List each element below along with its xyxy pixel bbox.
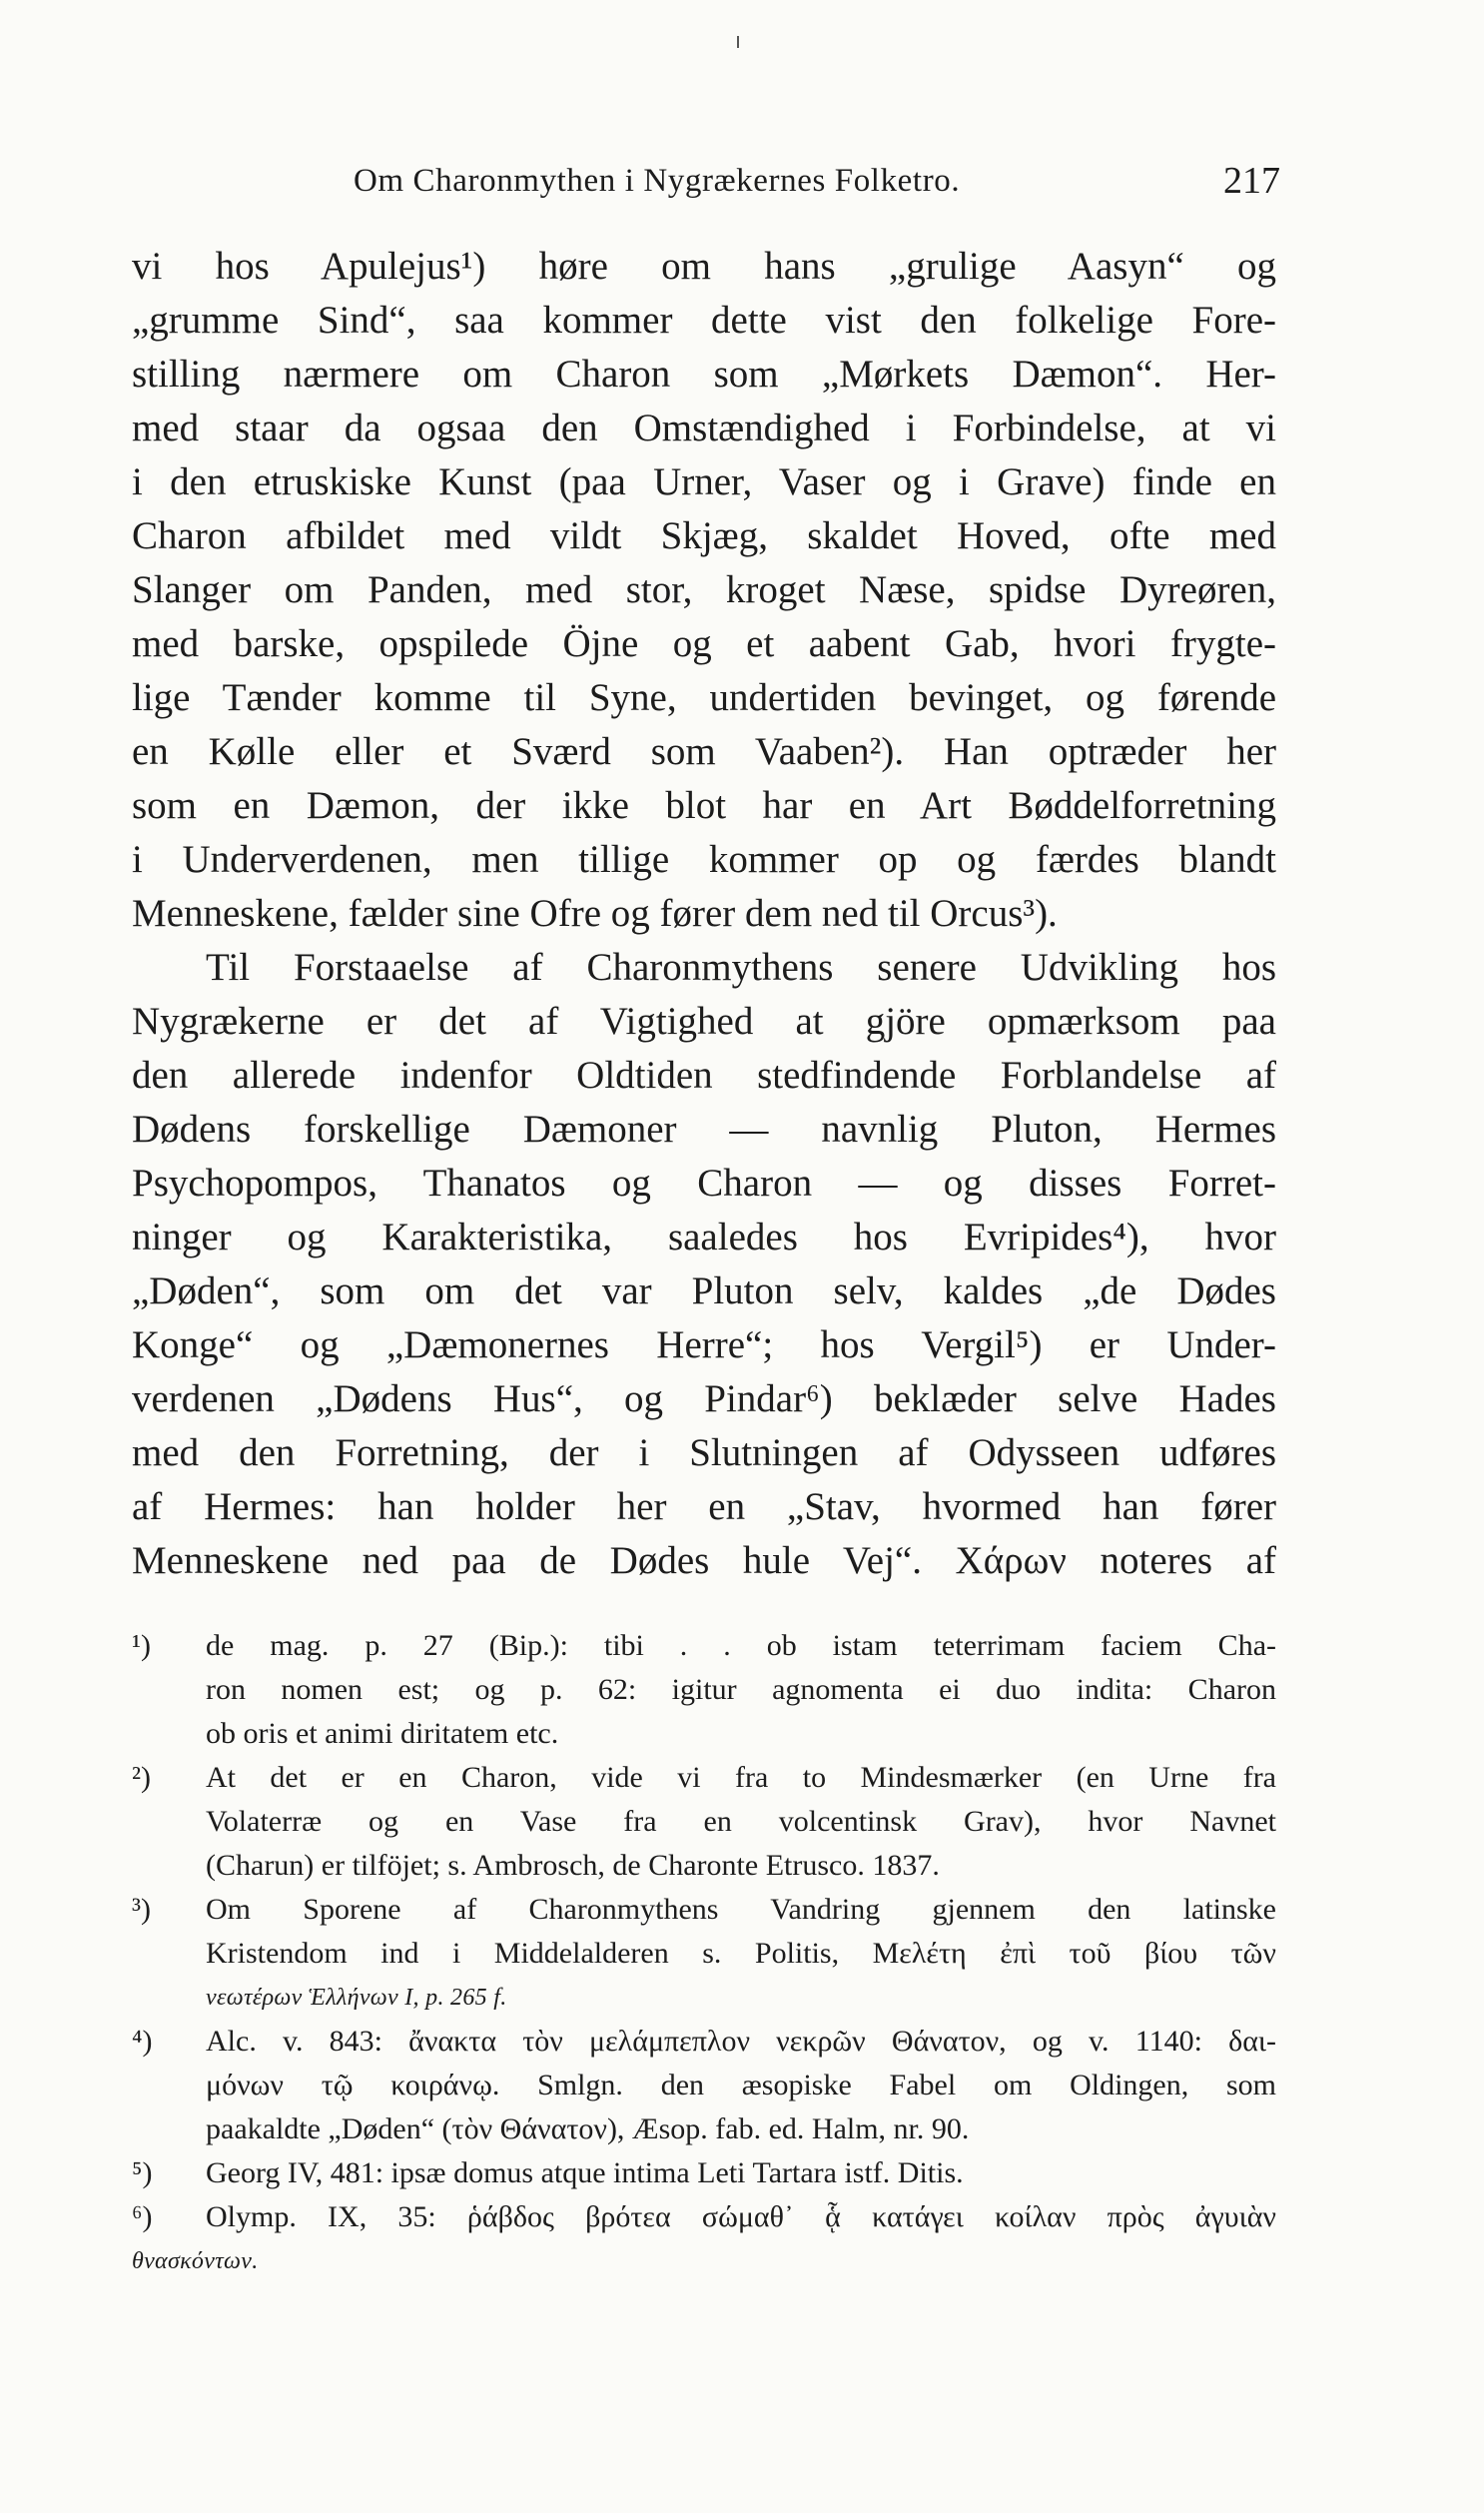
text-line: Psychopompos, Thanatos og Charon — og disses Forret- <box>132 1162 1276 1205</box>
footnote-line <box>132 2195 1276 2239</box>
footnote-line <box>132 1888 1276 1932</box>
footnote-text: Alc. v. 843: ἄνακτα τὸν μελάμπεπλον νεκρῶν Θάνατον, og v. 1140: δαι- <box>206 2025 1276 2058</box>
text-line: Menneskene, fælder sine Ofre og fører dem ned til Orcus³). <box>132 892 1058 935</box>
text-line: ninger og Karakteristika, saaledes hos Evripides⁴), hvor <box>132 1216 1276 1258</box>
footnote-number: ¹) <box>132 1629 151 1662</box>
footnote-line <box>132 2151 1276 2195</box>
text-line: „Døden“, som om det var Pluton selv, kaldes „de Dødes <box>132 1269 1276 1312</box>
running-title: Om Charonmythen i Nygrækernes Folketro. <box>354 163 961 199</box>
footnote-line: θνασκόντων. <box>132 2248 259 2274</box>
footnote-text: At det er en Charon, vide vi fra to Mindesmærker (en Urne fra <box>206 1761 1276 1794</box>
page-mark <box>737 36 739 48</box>
footnote-line <box>132 1624 1276 1668</box>
footnote-number: ⁴) <box>132 2025 153 2058</box>
footnote-line <box>132 2020 1276 2064</box>
footnote-text: Georg IV, 481: ipsæ domus atque intima Leti Tartara istf. Ditis. <box>206 2156 964 2189</box>
text-line: en Kølle eller et Sværd som Vaaben²). Han optræder her <box>132 730 1276 773</box>
footnote-line: ob oris et animi diritatem etc. <box>206 1717 559 1750</box>
page-number: 217 <box>1223 160 1280 202</box>
text-line: vi hos Apulejus¹) høre om hans „grulige Aasyn“ og <box>132 245 1276 288</box>
footnote-line <box>132 1756 1276 1800</box>
text-line: Til Forstaaelse af Charonmythens senere Udvikling hos <box>206 946 1276 989</box>
text-line: i den etruskiske Kunst (paa Urner, Vaser og i Grave) finde en <box>132 460 1276 503</box>
main-text <box>132 240 1276 1588</box>
footnote-number: ²) <box>132 1761 151 1794</box>
text-line: i Underverdenen, men tillige kommer op og færdes blandt <box>132 838 1276 881</box>
text-line: som en Dæmon, der ikke blot har en Art Bøddelforretning <box>132 784 1276 827</box>
page-header <box>132 156 1280 206</box>
text-line: Charon afbildet med vildt Skjæg, skaldet Hoved, ofte med <box>132 514 1276 557</box>
footnote-line: μόνων τῷ κοιράνῳ. Smlgn. den æsopiske Fabel om Oldingen, som <box>206 2069 1276 2101</box>
footnotes <box>132 1624 1276 2283</box>
text-line: Slanger om Panden, med stor, kroget Næse, spidse Dyreøren, <box>132 568 1276 611</box>
text-line: med staar da ogsaa den Omstændighed i Forbindelse, at vi <box>132 407 1276 449</box>
text-line: Dødens forskellige Dæmoner — navnlig Pluton, Hermes <box>132 1108 1276 1151</box>
footnote-line: paakaldte „Døden“ (τὸν Θάνατον), Æsop. fab. ed. Halm, nr. 90. <box>206 2112 970 2145</box>
footnote-line: Kristendom ind i Middelalderen s. Politis, Μελέτη ἐπὶ τοῦ βίου τῶν <box>206 1937 1276 1970</box>
footnote-line: νεωτέρων Ἑλλήνων I, p. 265 f. <box>206 1985 507 2011</box>
text-line: stilling nærmere om Charon som „Mørkets Dæmon“. Her- <box>132 353 1276 396</box>
text-line: af Hermes: han holder her en „Stav, hvormed han fører <box>132 1485 1276 1528</box>
footnote-text: Olymp. IX, 35: ῥάβδος βρότεα σώμαθ᾽ ᾇ κατάγει κοίλαν πρὸς ἀγυιὰν <box>206 2200 1276 2233</box>
footnote-text: de mag. p. 27 (Bip.): tibi . . ob istam teterrimam faciem Cha- <box>206 1629 1276 1662</box>
text-line: Konge“ og „Dæmonernes Herre“; hos Vergil⁵) er Under- <box>132 1323 1276 1366</box>
footnote-text: Om Sporene af Charonmythens Vandring gjennem den latinske <box>206 1893 1276 1926</box>
text-line: med barske, opspilede Öjne og et aabent Gab, hvori frygte- <box>132 622 1276 665</box>
text-line: lige Tænder komme til Syne, undertiden bevinget, og førende <box>132 676 1276 719</box>
footnote-number: ⁵) <box>132 2156 153 2189</box>
text-line: Nygrækerne er det af Vigtighed at gjöre opmærksom paa <box>132 1000 1276 1043</box>
footnote-number: ⁶) <box>132 2200 153 2233</box>
text-line: med den Forretning, der i Slutningen af Odysseen udføres <box>132 1431 1276 1474</box>
text-line: „grumme Sind“, saa kommer dette vist den folkelige Fore- <box>132 299 1276 342</box>
footnote-line: ron nomen est; og p. 62: igitur agnomenta ei duo indita: Charon <box>206 1673 1276 1706</box>
footnote-line: Volaterræ og en Vase fra en volcentinsk Grav), hvor Navnet <box>206 1805 1276 1838</box>
footnote-line: (Charun) er tilföjet; s. Ambrosch, de Charonte Etrusco. 1837. <box>206 1849 940 1882</box>
text-line: verdenen „Dødens Hus“, og Pindar⁶) beklæder selve Hades <box>132 1377 1276 1420</box>
footnote-number: ³) <box>132 1893 151 1926</box>
text-line: Menneskene ned paa de Dødes hule Vej“. Χάρων noteres af <box>132 1539 1276 1582</box>
text-line: den allerede indenfor Oldtiden stedfindende Forblandelse af <box>132 1054 1276 1097</box>
